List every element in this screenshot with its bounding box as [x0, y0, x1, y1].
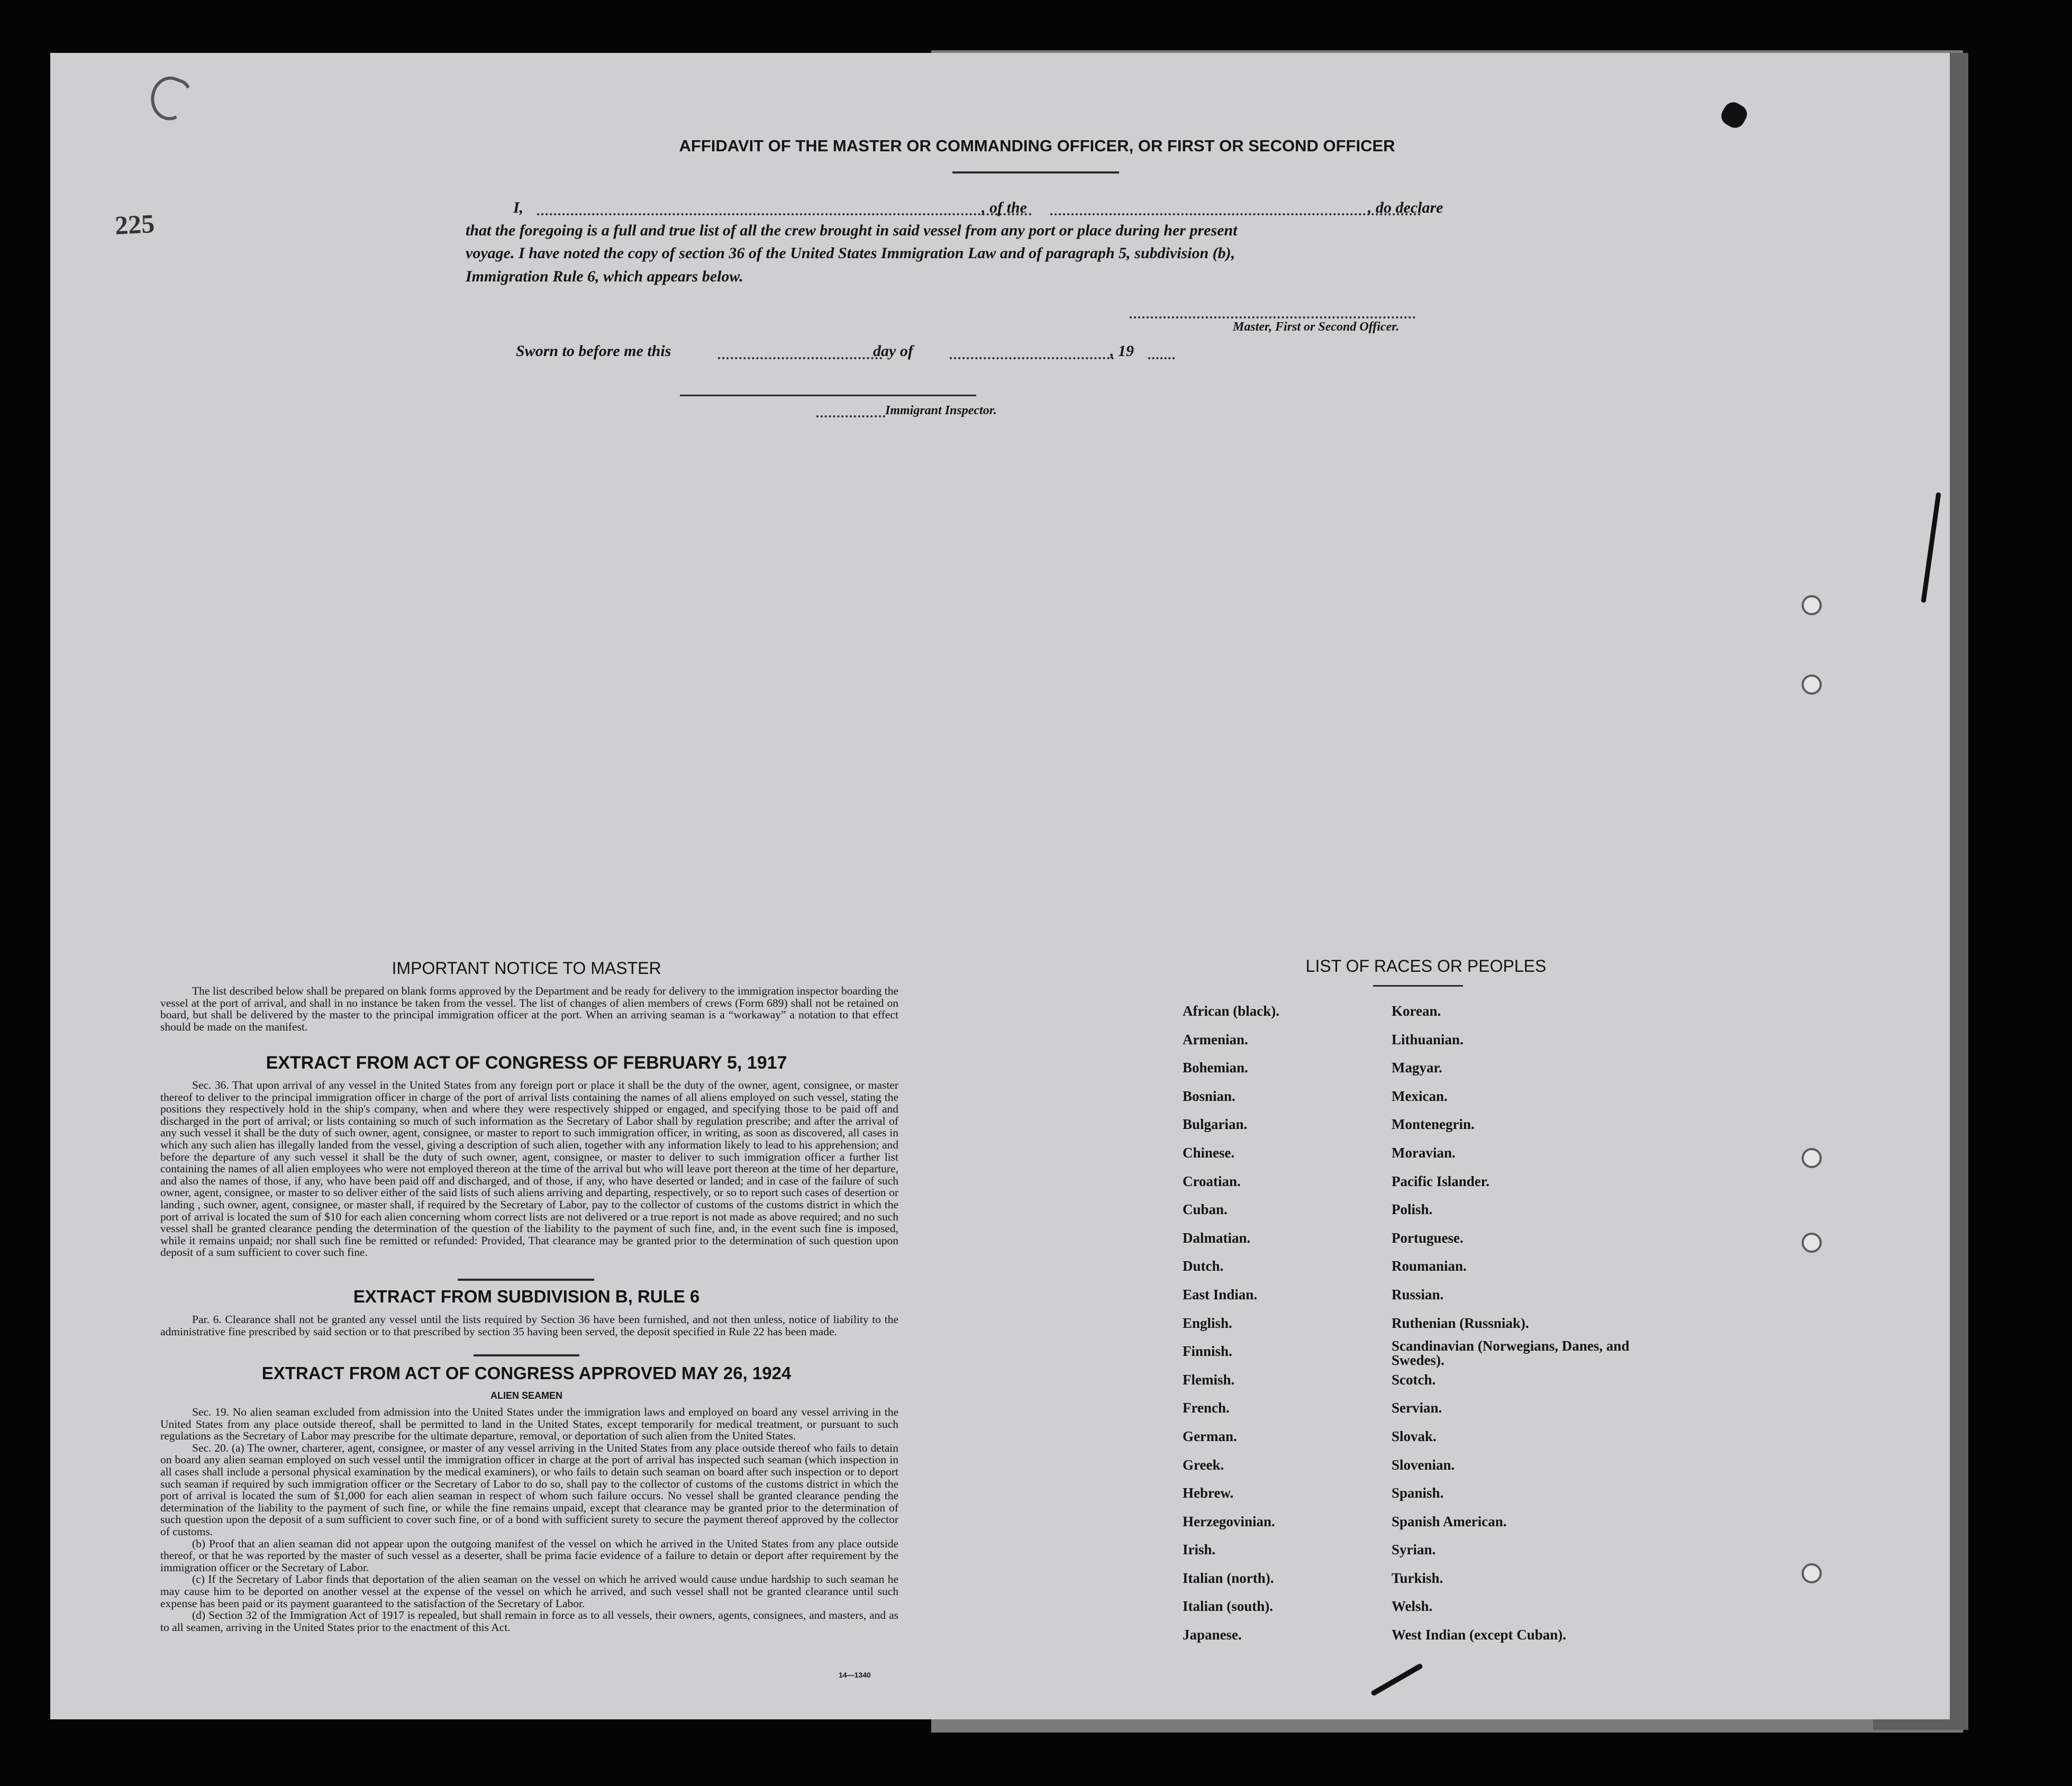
inspector-signature-line [680, 395, 976, 396]
corner-ink-blot [1718, 99, 1750, 131]
section-divider-1 [458, 1279, 594, 1281]
pen-slash-mark [1370, 1663, 1423, 1697]
sec-19-paragraph: Sec. 19. No alien seaman excluded from admission into the United States under the immigration laws and employed on board any vessel arriving in the United States from any place outside thereof, shall be permitted to land in the United States, except temporarily for medical treatment, or pursuant to such regulations as the Secretary of Labor may prescribe for the ultimate departure, removal, or deportation of such alien from the United States. [160, 1406, 898, 1443]
extract-rule6-title: EXTRACT FROM SUBDIVISION B, RULE 6 [353, 1287, 700, 1306]
title-divider [952, 171, 1119, 174]
alien-seamen-subtitle: ALIEN SEAMEN [490, 1390, 562, 1401]
race-item: English. [1183, 1315, 1232, 1331]
race-item: Flemish. [1183, 1371, 1235, 1388]
race-item: Greek. [1183, 1456, 1224, 1473]
race-item: Scandinavian (Norwegians, Danes, and Swedes). [1392, 1338, 1630, 1369]
race-item: Spanish. [1392, 1485, 1444, 1501]
race-item: Slovenian. [1392, 1456, 1455, 1473]
signature-blank [1130, 316, 1415, 318]
race-item: Japanese. [1183, 1627, 1242, 1643]
signature-caption: Master, First or Second Officer. [1233, 320, 1399, 334]
affidavit-title: AFFIDAVIT OF THE MASTER OR COMMANDING OFFICER, OR FIRST OR SECOND OFFICER [679, 136, 1395, 155]
sec-20c-paragraph: (c) If the Secretary of Labor finds that deportation of the alien seaman on the vessel on which he arrived would cause undue hardship to such seaman he may cause him to be deported on another vessel at the expense of the vessel on which he arrived, and such vessel shall not be granted clearance until such expense has been paid or its payment guaranteed to the satisfaction of the Secretary of Labor. [160, 1573, 898, 1610]
race-item: Spanish American. [1392, 1513, 1507, 1529]
sworn-month-blank [950, 357, 1114, 359]
race-item: Russian. [1392, 1286, 1444, 1302]
handwritten-page-number: 225 [114, 208, 156, 240]
race-item: Bulgarian. [1183, 1116, 1248, 1133]
race-item: Dalmatian. [1183, 1229, 1251, 1246]
race-item: Bohemian. [1183, 1060, 1248, 1076]
race-item: Hebrew. [1183, 1485, 1234, 1501]
form-number: 14—1340 [839, 1671, 871, 1679]
declaration-line-2: that the foregoing is a full and true list of all the crew brought in said vessel from any port or place during her present [466, 222, 1238, 239]
race-item: East Indian. [1183, 1286, 1258, 1302]
punch-hole [1802, 675, 1822, 695]
sworn-year: , 19 [1110, 342, 1134, 360]
race-item: Ruthenian (Russniak). [1392, 1315, 1529, 1331]
extract-rule6-text: Par. 6. Clearance shall not be granted any vessel until the lists required by Section 36 have been furnished, and not then unless, notice of liability to the administrative fine prescribed by said section or to that prescribed by section 35 having been served, the deposit specified in Rule 22 has been made. [160, 1313, 898, 1338]
extract-1924-text [160, 1406, 898, 1633]
race-item: Pacific Islander. [1392, 1173, 1489, 1189]
race-item: Korean. [1392, 1003, 1441, 1019]
inspector-caption: Immigrant Inspector. [885, 404, 997, 417]
race-item: West Indian (except Cuban). [1392, 1627, 1567, 1643]
sec-20a-paragraph: Sec. 20. (a) The owner, charterer, agent, consignee, or master of any vessel arriving in the United States from any place outside thereof who fails to detain on board any alien seaman employed on such vessel until the immigration officer in charge at the port of arrival has inspected such seaman (which inspection in all cases shall include a personal physical examination by the medical examiners), or who fails to detain such seaman on board after such inspection or to deport such seaman if required by such immigration officer or the Secretary of Labor to do so, shall pay to the collector of customs of the customs district in which the port of arrival is located the sum of $1,000 for each alien seaman in respect of whom such failure occurs. No vessel shall be granted clearance pending the determination of the liability to the payment of such fine, or while the fine remains unpaid, except that clearance may be granted prior to the determination of such question upon the deposit of a sum sufficient to cover such fine, or of a bond with sufficient surety to secure the payment thereof approved by the collector of customs. [160, 1441, 898, 1538]
race-item: Irish. [1183, 1542, 1216, 1558]
race-item: Croatian. [1183, 1173, 1241, 1189]
punch-hole [1802, 1148, 1822, 1168]
race-item: Mexican. [1392, 1088, 1448, 1104]
declaration-do-declare: , do declare [1368, 199, 1443, 216]
pen-tick-mark [1921, 492, 1941, 603]
declaration-line-4: Immigration Rule 6, which appears below. [466, 268, 743, 285]
races-divider [1373, 985, 1463, 987]
race-item: Chinese. [1183, 1144, 1235, 1161]
race-item: Moravian. [1392, 1144, 1456, 1161]
race-item: Scotch. [1392, 1371, 1436, 1388]
punch-hole [1802, 595, 1822, 615]
race-item: Cuban. [1183, 1201, 1228, 1218]
race-item: Montenegrin. [1392, 1116, 1475, 1133]
race-item: Welsh. [1392, 1598, 1433, 1615]
section-divider-2 [474, 1354, 579, 1356]
race-item: Bosnian. [1183, 1088, 1235, 1104]
race-item: Turkish. [1392, 1570, 1443, 1586]
sworn-day-of: day of [873, 342, 913, 360]
race-item: French. [1183, 1400, 1230, 1416]
race-item: Italian (south). [1183, 1598, 1274, 1615]
sworn-prefix: Sworn to before me this [516, 342, 671, 360]
extract-1917-title: EXTRACT FROM ACT OF CONGRESS OF FEBRUARY 5, 1917 [266, 1053, 787, 1073]
race-item: Dutch. [1183, 1258, 1224, 1274]
name-blank [537, 213, 1032, 215]
race-item: Herzegovinian. [1183, 1513, 1275, 1529]
document-sheet [50, 53, 1950, 1719]
punch-hole [1802, 1233, 1822, 1253]
race-item: Finnish. [1183, 1343, 1232, 1360]
races-left-column [1183, 997, 1362, 1650]
race-item: Armenian. [1183, 1031, 1248, 1047]
declaration-i: I, [513, 199, 524, 216]
race-item: Italian (north). [1183, 1570, 1274, 1586]
sworn-year-blank [1148, 357, 1175, 359]
declaration-line-3: voyage. I have noted the copy of section 36 of the United States Immigration Law and of paragraph 5, subdivision (b), [466, 244, 1235, 262]
rank-blank [1050, 213, 1421, 215]
race-item: German. [1183, 1428, 1237, 1444]
race-item: Roumanian. [1392, 1258, 1467, 1274]
inspector-blank [816, 415, 885, 417]
sec-20b-paragraph: (b) Proof that an alien seaman did not appear upon the outgoing manifest of the vessel on which he arrived in the United States from any place outside thereof, or that he was reported by the master of such vessel as a deserter, shall be prima facie evidence of a failure to detain or deport after requirement by the immigration officer or the Secretary of Labor. [160, 1537, 898, 1574]
race-item: Servian. [1392, 1400, 1442, 1416]
notice-title: IMPORTANT NOTICE TO MASTER [392, 959, 661, 978]
margin-scribble [144, 71, 195, 125]
races-right-column [1392, 997, 1635, 1650]
sworn-day-blank [718, 357, 882, 359]
race-item: Slovak. [1392, 1428, 1437, 1444]
race-item: Polish. [1392, 1201, 1433, 1218]
race-item: Portuguese. [1392, 1229, 1464, 1246]
sec-20d-paragraph: (d) Section 32 of the Immigration Act of 1917 is repealed, but shall remain in force as to all vessels, their owners, agents, consignees, and masters, and as to all seamen, arriving in the United States prior to the enactment of this Act. [160, 1609, 898, 1634]
notice-text: The list described below shall be prepared on blank forms approved by the Department and be ready for delivery to the immigration inspector boarding the vessel at the port of arrival, and shall in no instance be taken from the vessel. The list of changes of alien members of crews (Form 689) shall not be retained on board, but shall be delivered by the master to the principal immigration officer at the port. When an arriving seaman is a “workaway” a notation to that effect should be made on the manifest. [160, 985, 898, 1033]
extract-1924-title: EXTRACT FROM ACT OF CONGRESS APPROVED MAY 26, 1924 [261, 1363, 792, 1383]
declaration-of-the: , of the [982, 199, 1027, 216]
extract-1917-text: Sec. 36. That upon arrival of any vessel in the United States from any foreign port or place it shall be the duty of the owner, agent, consignee, or master thereof to deliver to the principal immigration officer in charge of the port of arrival lists containing the names of all aliens employed on such vessel, stating the positions they respectively hold in the ship's company, when and where they were respectively shipped or engaged, and specifying those to be paid off and discharged in the port of arrival; or lists containing so much of such information as the Secretary of Labor shall by regulation prescribe; and after the arrival of any such vessel it shall be the duty of such owner, agent, consignee, or master to report to such immigration officer, in writing, as soon as discovered, all cases in which any such alien has illegally landed from the vessel, giving a description of such alien, together with any information likely to lead to his apprehension; and before the departure of any such vessel it shall be the duty of such owner, agent, consignee, or master to deliver to such immigration officer a further list containing the names of all alien employees who were not employed thereon at the time of the arrival but who will leave port thereon at the time of her departure, and also the names of those, if any, who have been paid off and discharged, and of those, if any, who have deserted or landed; and in case of the failure of such owner, agent, consignee, or master to so deliver either of the said lists of such aliens arriving and departing, respectively, or so to report such cases of desertion or landing , such owner, agent, consignee, or master shall, if required by the Secretary of Labor, pay to the collector of customs of the customs district in which the port of arrival is located the sum of $10 for each alien concerning whom correct lists are not delivered or a true report is not made as above required; and no such vessel shall be granted clearance pending the determination of the question of the liability to the payment of such fine, and, in the event such fine is imposed, while it remains unpaid; nor shall such fine be remitted or refunded: Provided, That clearance may be granted prior to the determination of such question upon deposit of a sum sufficient to cover such fine. [160, 1079, 898, 1259]
race-item: Magyar. [1392, 1060, 1442, 1076]
punch-hole [1802, 1563, 1822, 1583]
race-item: Lithuanian. [1392, 1031, 1464, 1047]
race-item: Syrian. [1392, 1542, 1436, 1558]
races-title: LIST OF RACES OR PEOPLES [1305, 956, 1547, 976]
race-item: African (black). [1183, 1003, 1279, 1019]
